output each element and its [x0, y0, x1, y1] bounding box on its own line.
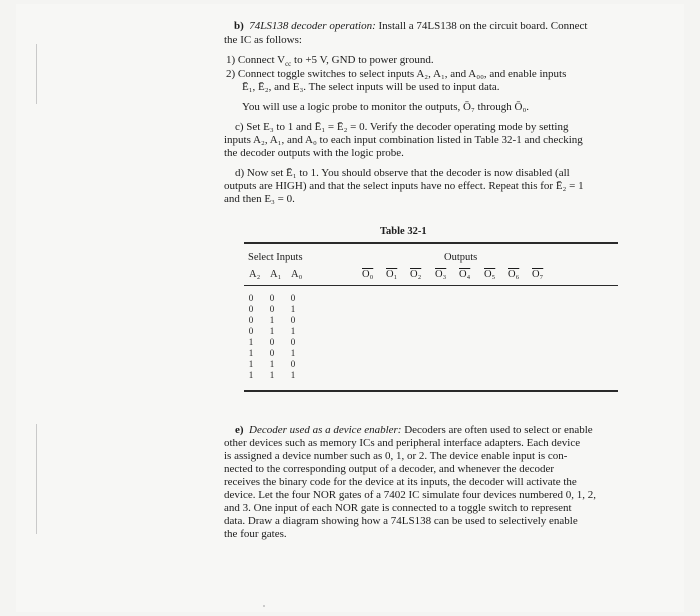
- part-e-line: the four gates.: [224, 528, 287, 540]
- col-o6: O₆: [508, 269, 520, 280]
- part-b-heading: b) 74LS138 decoder operation: Install a 74LS138 on the circuit board. Connect: [234, 20, 588, 32]
- page-speck: [263, 605, 265, 607]
- col-o0: O₀: [362, 269, 374, 280]
- part-b-intro: the IC as follows:: [224, 34, 302, 46]
- col-o4: O₄: [459, 269, 471, 280]
- part-c-line: inputs A₂, A₁, and A₀ to each input combination listed in Table 32-1 and checking: [224, 134, 583, 146]
- cell-a2: 1: [248, 370, 254, 380]
- cell-a0: 1: [290, 348, 296, 358]
- cell-a1: 0: [269, 304, 275, 314]
- col-a2: A₂: [249, 269, 261, 280]
- table-caption: Table 32-1: [380, 226, 427, 237]
- col-o7: O₇: [532, 269, 544, 280]
- part-e-line: receives the binary code for the device at its inputs, the decoder will activate the: [224, 476, 577, 488]
- part-c-line: the decoder outputs with the logic probe.: [224, 147, 404, 159]
- cell-a2: 0: [248, 326, 254, 336]
- cell-a1: 1: [269, 359, 275, 369]
- cell-a0: 0: [290, 359, 296, 369]
- cell-a2: 1: [248, 348, 254, 358]
- part-e-line: device. Let the four NOR gates of a 7402 IC simulate four devices numbered 0, 1, 2,: [224, 489, 597, 501]
- cell-a2: 0: [248, 315, 254, 325]
- step-2-line-2: Ē₁, Ē₂, and E₃. The select inputs will be used to input data.: [242, 81, 500, 93]
- step-2-line-1: 2) Connect toggle switches to select inputs A₂, A₁, and A₀₀, and enable inputs: [226, 68, 567, 80]
- cell-a0: 0: [290, 293, 296, 303]
- cell-a0: 0: [290, 315, 296, 325]
- col-o3: O₃: [435, 269, 447, 280]
- cell-a1: 0: [269, 337, 275, 347]
- cell-a0: 0: [290, 337, 296, 347]
- cell-a2: 1: [248, 359, 254, 369]
- table-bottom-rule: [244, 390, 618, 392]
- part-e-line: is assigned a device number such as 0, 1, or 2. The device enable input is con-: [224, 450, 568, 462]
- col-a1: A₁: [270, 269, 282, 280]
- table-top-rule: [244, 242, 618, 244]
- col-a0: A₀: [291, 269, 303, 280]
- part-e-line: data. Draw a diagram showing how a 74LS138 can be used to selectively enable: [224, 515, 578, 527]
- textbook-page: [16, 4, 684, 612]
- part-e-line: nected to the corresponding output of a decoder, and whenever the decoder: [224, 463, 555, 475]
- outputs-header: Outputs: [444, 252, 478, 263]
- margin-mark: [36, 424, 37, 534]
- col-o5: O₅: [484, 269, 496, 280]
- col-o1: O₁: [386, 269, 398, 280]
- part-d-line: and then E₃ = 0.: [224, 193, 295, 205]
- cell-a0: 1: [290, 370, 296, 380]
- cell-a2: 1: [248, 337, 254, 347]
- select-inputs-header: Select Inputs: [248, 252, 303, 263]
- margin-mark: [36, 44, 37, 104]
- cell-a1: 1: [269, 326, 275, 336]
- table-header-rule: [244, 285, 618, 286]
- cell-a1: 1: [269, 315, 275, 325]
- cell-a2: 0: [248, 293, 254, 303]
- probe-note: You will use a logic probe to monitor the outputs, Ō₇ through Ō₀.: [242, 101, 530, 113]
- cell-a2: 0: [248, 304, 254, 314]
- cell-a0: 1: [290, 304, 296, 314]
- cell-a1: 1: [269, 370, 275, 380]
- part-d-line: outputs are HIGH) and that the select inputs have no effect. Repeat this for Ē₂ = 1: [224, 180, 584, 192]
- part-d-line: d) Now set Ē₁ to 1. You should observe that the decoder is now disabled (all: [235, 167, 570, 179]
- col-o2: O₂: [410, 269, 422, 280]
- part-e-line: e) Decoder used as a device enabler: Decoders are often used to select or enable: [235, 424, 593, 436]
- cell-a1: 0: [269, 348, 275, 358]
- cell-a0: 1: [290, 326, 296, 336]
- step-1: 1) Connect $V_{cc}$ to +5 V, GND to power ground.: [226, 54, 434, 69]
- cell-a1: 0: [269, 293, 275, 303]
- part-e-line: other devices such as memory ICs and peripheral interface adapters. Each device: [224, 437, 581, 449]
- part-e-line: and 3. One input of each NOR gate is connected to a toggle switch to represent: [224, 502, 572, 514]
- part-c-line: c) Set E₃ to 1 and Ē₁ = Ē₂ = 0. Verify the decoder operating mode by setting: [235, 121, 569, 133]
